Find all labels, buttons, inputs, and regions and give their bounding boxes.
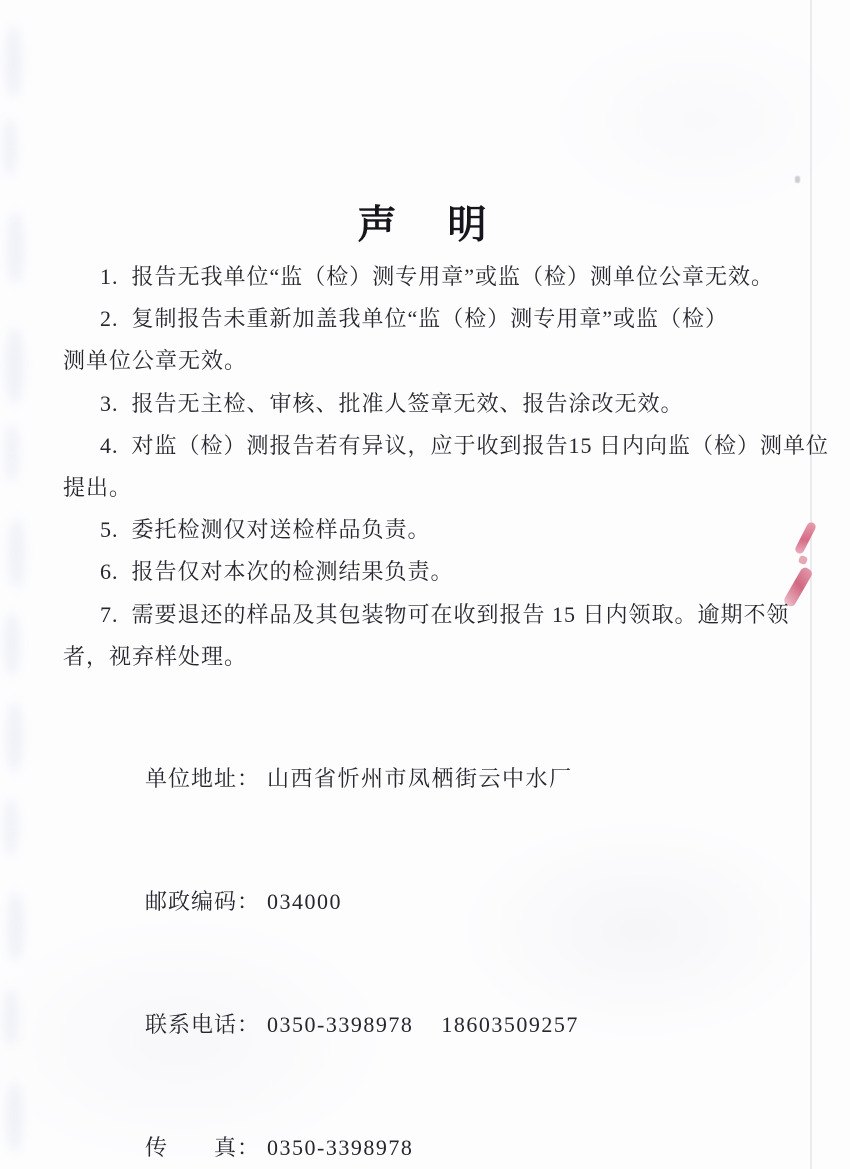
dust-speck [795,176,800,183]
statement-item-5: 5. 委托检测仅对送检样品负责。 [100,517,431,543]
contact-label: 联系电话： [145,1012,261,1037]
statement-item-7: 7. 需要退还的样品及其包装物可在收到报告 15 日内领取。逾期不领 [100,601,790,627]
contact-value: 0350-3398978 18603509257 [267,1012,579,1037]
scan-smudge [4,798,18,856]
scan-smudge [3,118,17,176]
statement-item-4: 4. 对监（检）测报告若有异议，应于收到报告15 日内向监（检）测单位 [100,432,830,458]
statement-item-3: 3. 报告无主检、审核、批准人签章无效、报告涂改无效。 [100,390,684,416]
contact-info [112,717,579,1169]
contact-label: 邮政编码： [145,889,261,914]
seal-stroke [794,521,817,555]
scan-smudge [8,518,25,588]
seal-stroke [798,555,808,565]
scan-smudge [4,612,20,676]
statement-item-4-cont: 提出。 [63,475,133,501]
page-title: 声 明 [357,204,493,247]
contact-label: 单位地址： [145,766,261,791]
scan-smudge [6,1082,23,1152]
statement-item-1: 1. 报告无我单位“监（检）测专用章”或监（检）测单位公章无效。 [100,264,775,289]
contact-row-address [112,717,579,840]
contact-label: 传 真： [145,1135,261,1160]
contact-value: 山西省忻州市凤栖街云中水厂 [267,766,573,791]
statement-items [63,256,830,678]
contact-row-phone [112,963,579,1086]
contact-value: 034000 [267,889,342,914]
scan-smudge [5,424,19,482]
scan-edge-line [810,0,812,1169]
scan-smudge [4,988,18,1046]
statement-item-7-cont: 者，视弃样处理。 [63,643,248,669]
contact-value: 0350-3398978 [267,1135,414,1160]
statement-item-2-cont: 测单位公章无效。 [63,348,248,374]
scan-smudge [5,26,22,98]
scan-smudge [5,328,24,404]
contact-row-postcode [112,840,579,963]
scan-smudge [6,702,23,772]
statement-item-6: 6. 报告仅对本次的检测结果负责。 [100,559,454,585]
scan-smudge [7,892,24,962]
statement-item-2: 2. 复制报告未重新加盖我单位“监（检）测专用章”或监（检） [100,306,729,332]
contact-row-fax [112,1086,579,1169]
